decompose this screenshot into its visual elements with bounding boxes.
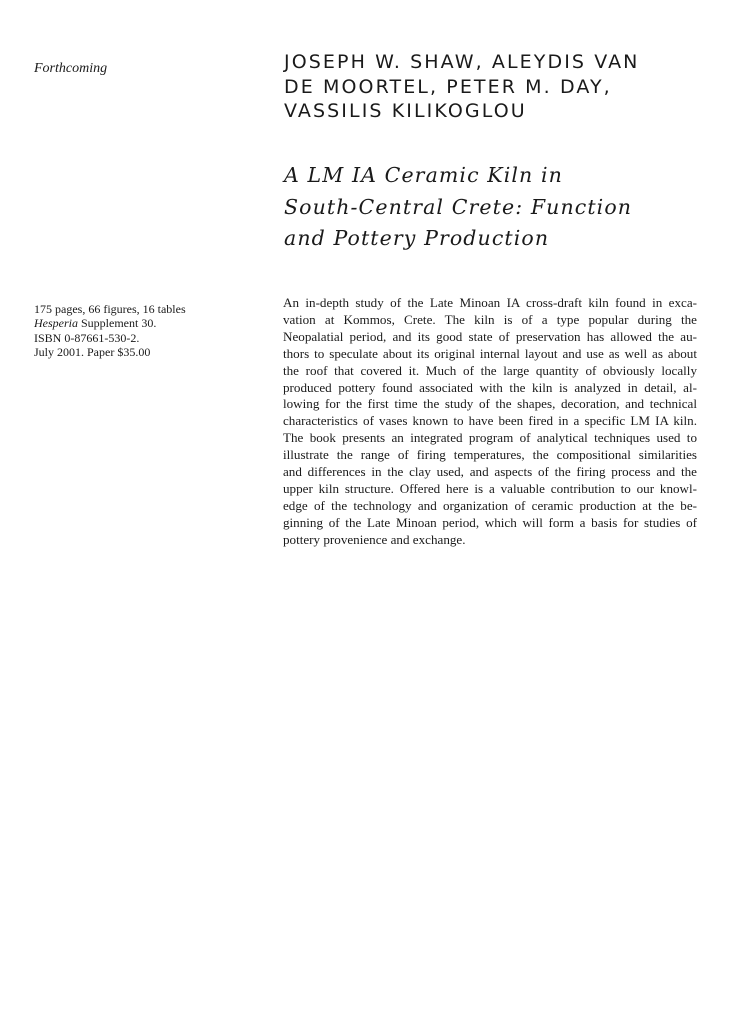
description-line: characteristics of vases known to have been fired in a specific LM IA kiln. [283, 413, 697, 429]
description-line: An in-depth study of the Late Minoan IA cross-draft kiln found in exca- [283, 295, 697, 310]
description-line: lowing for the first time the study of the shapes, decoration, and technical [283, 396, 697, 412]
author-line: JOSEPH W. SHAW, ALEYDIS VAN [284, 51, 640, 73]
series-info [34, 316, 244, 330]
book-description [283, 295, 697, 549]
page-count: 175 pages, 66 figures, 16 tables [34, 302, 186, 316]
date-price: July 2001. Paper $35.00 [34, 345, 151, 360]
author-line: DE MOORTEL, PETER M. DAY, [284, 75, 612, 98]
description-line: ginning of the Late Minoan period, which will form a basis for studies of [283, 514, 697, 530]
series-number: Supplement 30. [78, 316, 157, 331]
description-line: illustrate the range of firing temperatures, the compositional similarities [283, 447, 697, 463]
title-line: South-Central Crete: Function [284, 194, 633, 219]
title-line: A LM IA Ceramic Kiln in [284, 163, 563, 187]
title-line: and Pottery Production [284, 226, 550, 250]
publication-status: Forthcoming [34, 61, 108, 76]
author-line: VASSILIS KILIKOGLOU [284, 100, 527, 122]
description-line: the roof that covered it. Much of the large quantity of obviously locally [283, 362, 697, 378]
description-line: The book presents an integrated program of analytical techniques used to [283, 430, 697, 446]
description-line: edge of the technology and organization of ceramic production at the be- [283, 497, 697, 513]
book-metadata [34, 302, 244, 360]
description-line: Neopalatial period, and its good state of preservation has allowed the au- [283, 328, 697, 344]
description-line: thors to speculate about its original internal layout and use as well as about [283, 345, 697, 361]
isbn: ISBN 0-87661-530-2. [34, 330, 140, 345]
description-line: vation at Kommos, Crete. The kiln is of a type popular during the [283, 311, 697, 327]
book-title [284, 160, 724, 255]
description-line: pottery provenience and exchange. [283, 531, 466, 547]
description-line: and differences in the clay used, and aspects of the firing process and the [283, 464, 697, 480]
series-name: Hesperia [34, 316, 78, 331]
author-list [284, 50, 724, 124]
description-line: produced pottery found associated with the kiln is analyzed in detail, al- [283, 379, 697, 395]
description-line: upper kiln structure. Offered here is a valuable contribution to our knowl- [283, 480, 697, 496]
